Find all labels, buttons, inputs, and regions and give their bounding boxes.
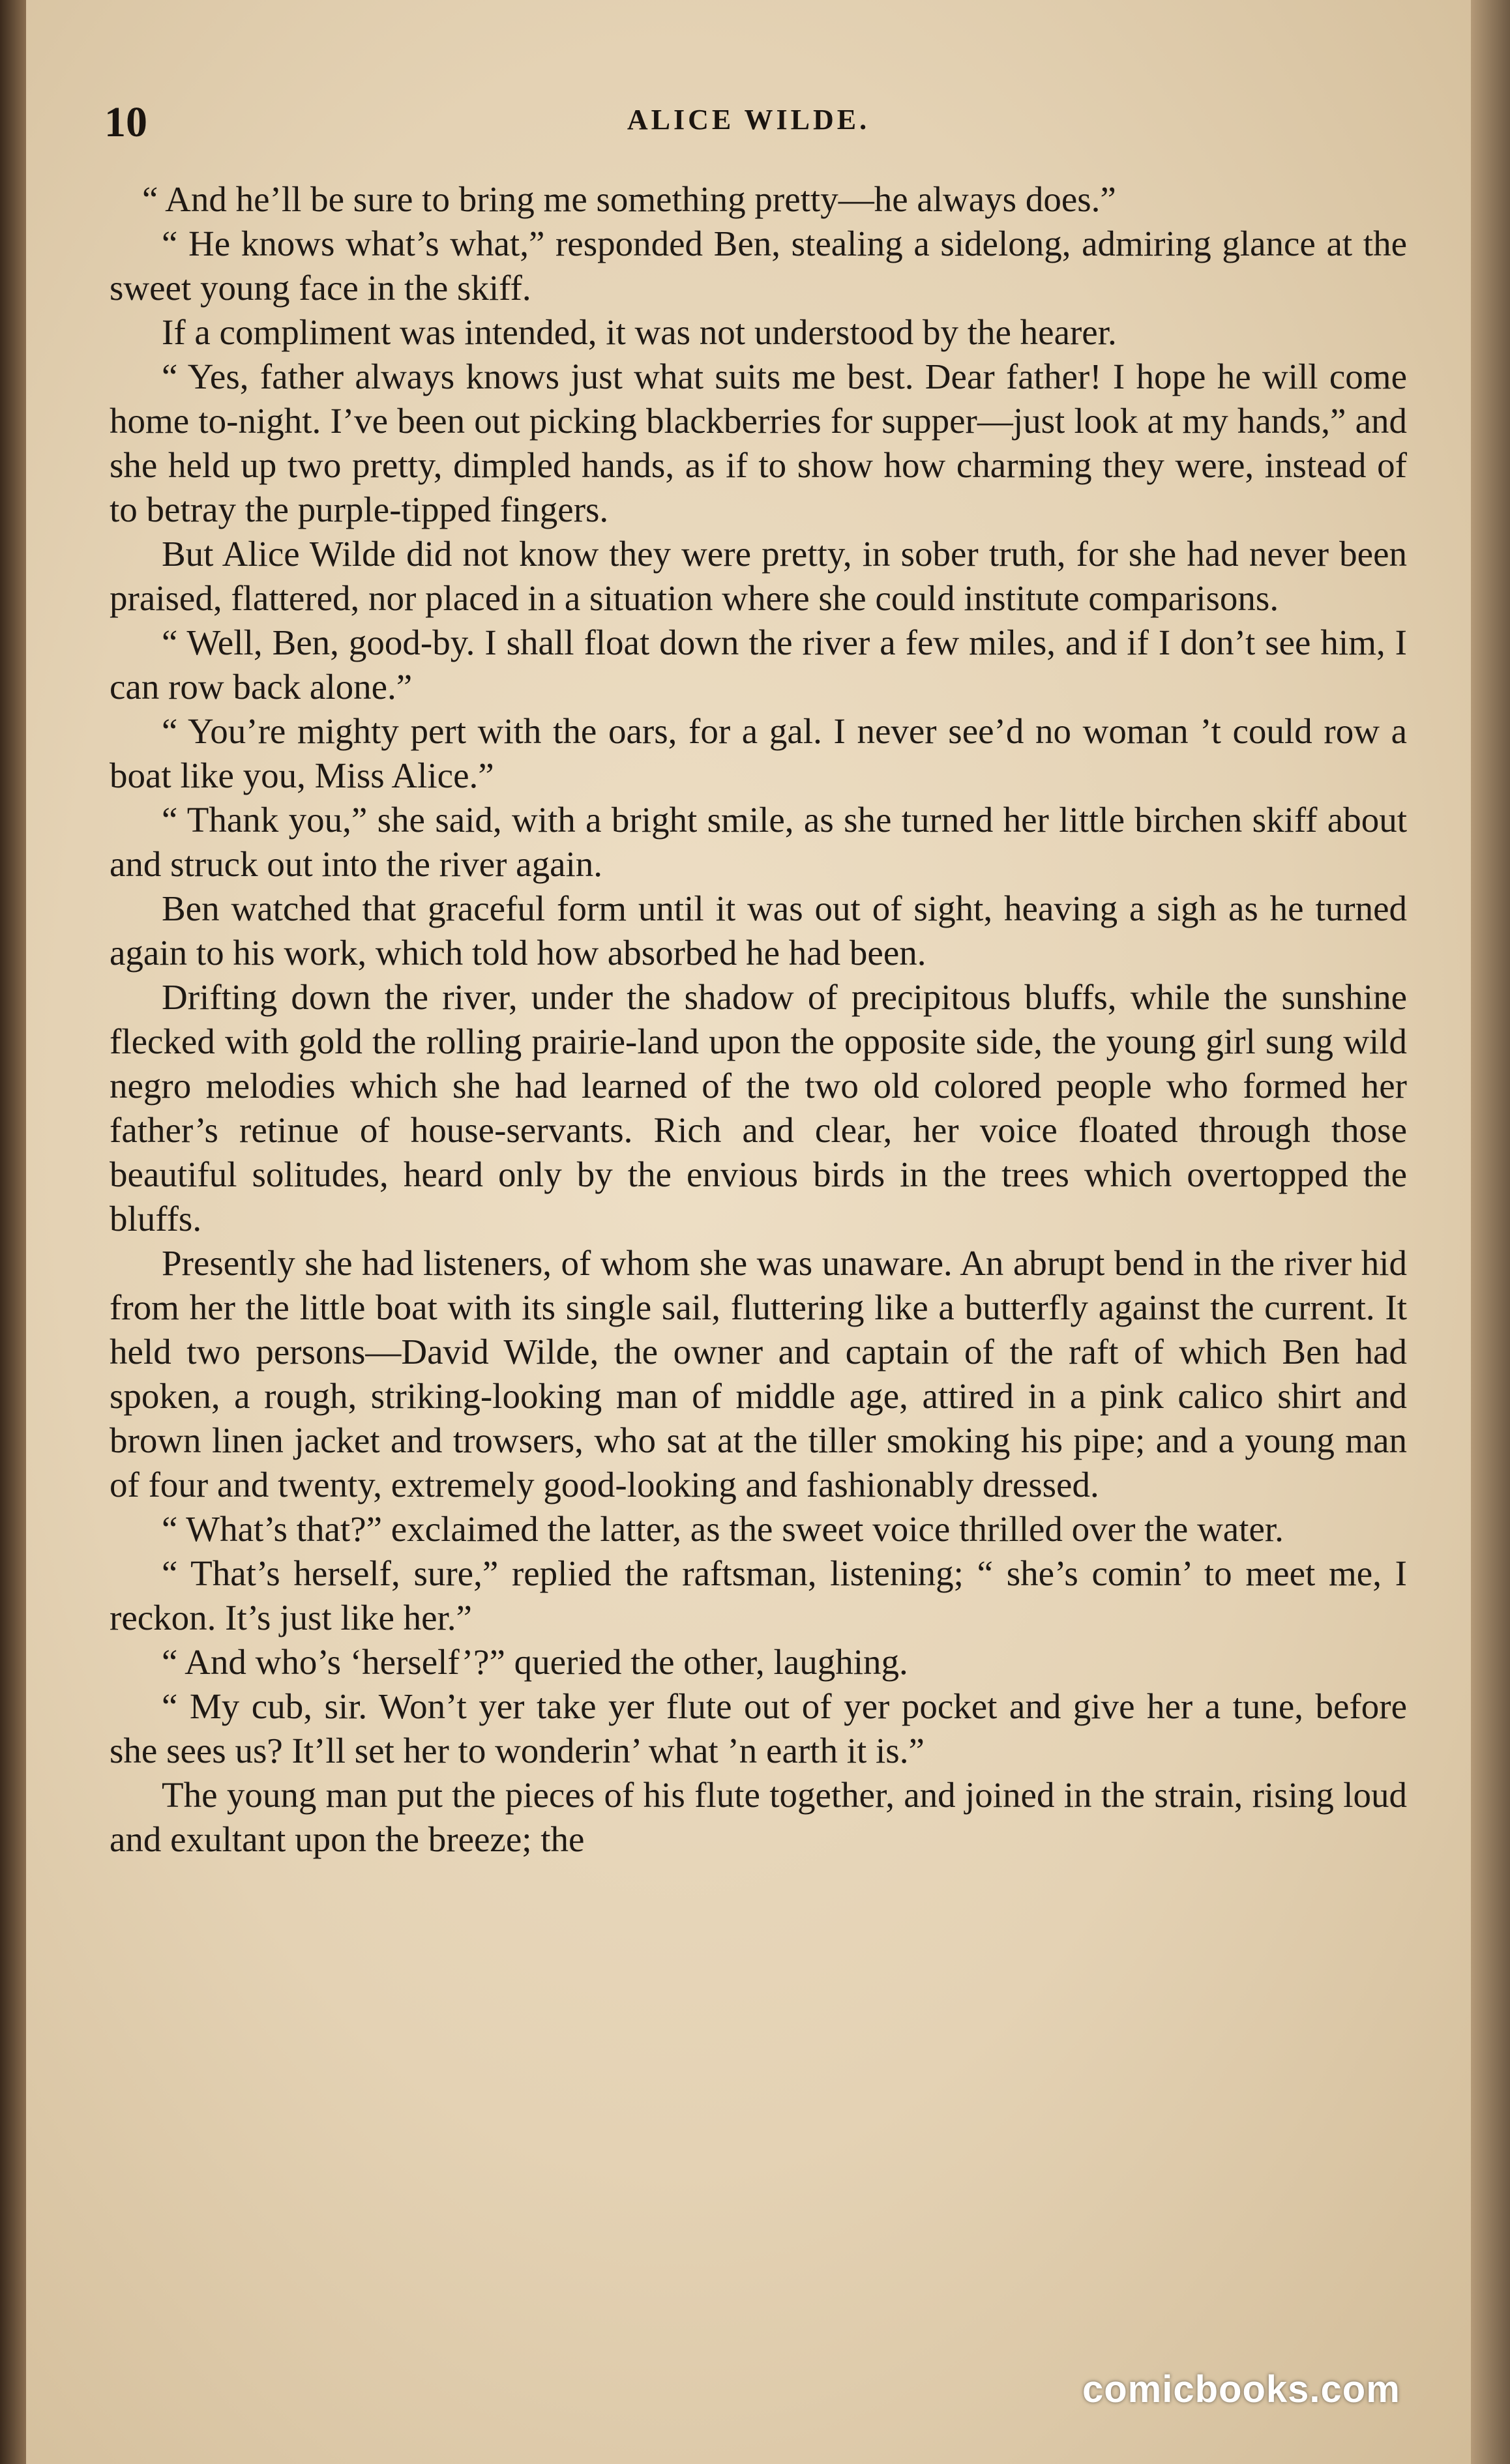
- paragraph: If a compliment was intended, it was not understood by the hearer.: [162, 312, 1117, 352]
- paragraph: “ What’s that?” exclaimed the latter, as the sweet voice thrilled over the water.: [162, 1509, 1284, 1549]
- page-body-text: [110, 177, 1407, 1862]
- paragraph: “ And who’s ‘herself’?” queried the other, laughing.: [162, 1642, 908, 1682]
- paragraph: “ My cub, sir. Won’t yer take yer flute out of yer pocket and give her a tune, before she sees us? It’ll set her to wonderin’ what ’n earth it is.”: [110, 1686, 1407, 1770]
- paragraph: “ You’re mighty pert with the oars, for a gal. I never see’d no woman ’t could row a boat like you, Miss Alice.”: [110, 711, 1407, 795]
- paragraph: Ben watched that graceful form until it was out of sight, heaving a sigh as he turned again to his work, which told how absorbed he had been.: [110, 888, 1407, 973]
- paragraph: “ And he’ll be sure to bring me something pretty—he always does.”: [142, 179, 1116, 219]
- page-number: 10: [104, 98, 147, 146]
- paragraph: “ Well, Ben, good-by. I shall float down the river a few miles, and if I don’t see him, I can row back alone.”: [110, 623, 1407, 707]
- running-title: ALICE WILDE.: [627, 104, 870, 136]
- paragraph: The young man put the pieces of his flute together, and joined in the strain, rising loud and exultant upon the breeze; the: [110, 1775, 1407, 1859]
- paragraph: “ He knows what’s what,” responded Ben, stealing a sidelong, admiring glance at the sweet young face in the skiff.: [110, 224, 1407, 308]
- site-watermark: comicbooks.com: [1082, 2368, 1400, 2411]
- paragraph: “ Thank you,” she said, with a bright smile, as she turned her little birchen skiff about and struck out into the river again.: [110, 800, 1407, 884]
- adjacent-page-edge: [1471, 0, 1510, 2464]
- book-gutter-shadow: [0, 0, 26, 2464]
- paragraph: “ That’s herself, sure,” replied the raftsman, listening; “ she’s comin’ to meet me, I reckon. It’s just like her.”: [110, 1553, 1407, 1637]
- paragraph: But Alice Wilde did not know they were pretty, in sober truth, for she had never been praised, flattered, nor placed in a situation where she could institute comparisons.: [110, 534, 1407, 618]
- paragraph: “ Yes, father always knows just what suits me best. Dear father! I hope he will come home to-night. I’ve been out picking blackberries for supper—just look at my hands,” and she held up two pretty, dimpled hands, as if to show how charming they were, instead of to betray the purple-tipped fingers.: [110, 357, 1407, 529]
- book-page: [26, 0, 1471, 2464]
- paragraph: Drifting down the river, under the shadow of precipitous bluffs, while the sunshine flecked with gold the rolling prairie-land upon the opposite side, the young girl sung wild negro melodies which she had learned of the two old colored people who formed her father’s retinue of house-servants. Rich and clear, her voice floated through those beautiful solitudes, heard only by the envious birds in the trees which overtopped the bluffs.: [110, 977, 1407, 1239]
- paragraph: Presently she had listeners, of whom she was unaware. An abrupt bend in the river hid from her the little boat with its single sail, fluttering like a butterfly against the current. It held two persons—David Wilde, the owner and captain of the raft of which Ben had spoken, a rough, striking-looking man of middle age, attired in a pink calico shirt and brown linen jacket and trowsers, who sat at the tiller smoking his pipe; and a young man of four and twenty, extremely good-looking and fashionably dressed.: [110, 1243, 1407, 1504]
